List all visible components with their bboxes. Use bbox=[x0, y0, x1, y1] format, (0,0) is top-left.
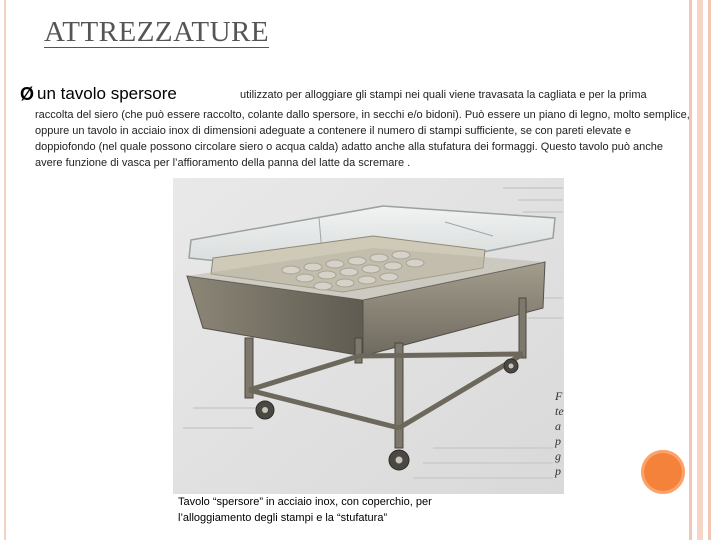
slide-title: ATTREZZATURE bbox=[44, 16, 270, 48]
bullet-lead-continuation: utilizzato per alloggiare gli stampi nei quali viene travasata la cagliata e per la prima bbox=[240, 89, 647, 101]
side-letter: g bbox=[555, 449, 561, 463]
right-border-band bbox=[697, 0, 703, 540]
side-letter: a bbox=[555, 419, 561, 433]
orange-circle-decoration bbox=[641, 450, 685, 494]
side-letter: p bbox=[555, 464, 561, 478]
spersore-table-photo bbox=[173, 178, 564, 494]
photo-caption: Tavolo “spersore” in acciaio inox, con coperchio, per l’alloggiamento degli stampi e la “stufatura” bbox=[178, 496, 432, 524]
side-letter: te bbox=[555, 404, 564, 418]
arrow-bullet-icon: Ø bbox=[20, 84, 35, 104]
right-border-line bbox=[708, 0, 711, 540]
side-letter: F bbox=[555, 389, 563, 403]
right-border-line bbox=[689, 0, 692, 540]
partial-side-text bbox=[555, 389, 567, 479]
side-letter: p bbox=[555, 434, 561, 448]
bullet-lead-text: un tavolo spersore bbox=[37, 84, 177, 103]
left-border-line bbox=[4, 0, 6, 540]
bullet-paragraph: raccolta del siero (che può essere raccolto, colante dallo spersore, in secchi e/o bidoni). Può essere un piano di legno, molto semplice, oppure un tavolo in acciaio inox di dimensioni adeguate a contenere il numero di stampi sufficiente, se con pareti elevate e doppiofondo (nel quale possono circolare siero o acqua calda) adatto anche alla stufatura dei formaggi. Questo tavolo può anche avere funzione di vasca per l’affioramento della panna del latte da scremare . bbox=[35, 109, 690, 169]
